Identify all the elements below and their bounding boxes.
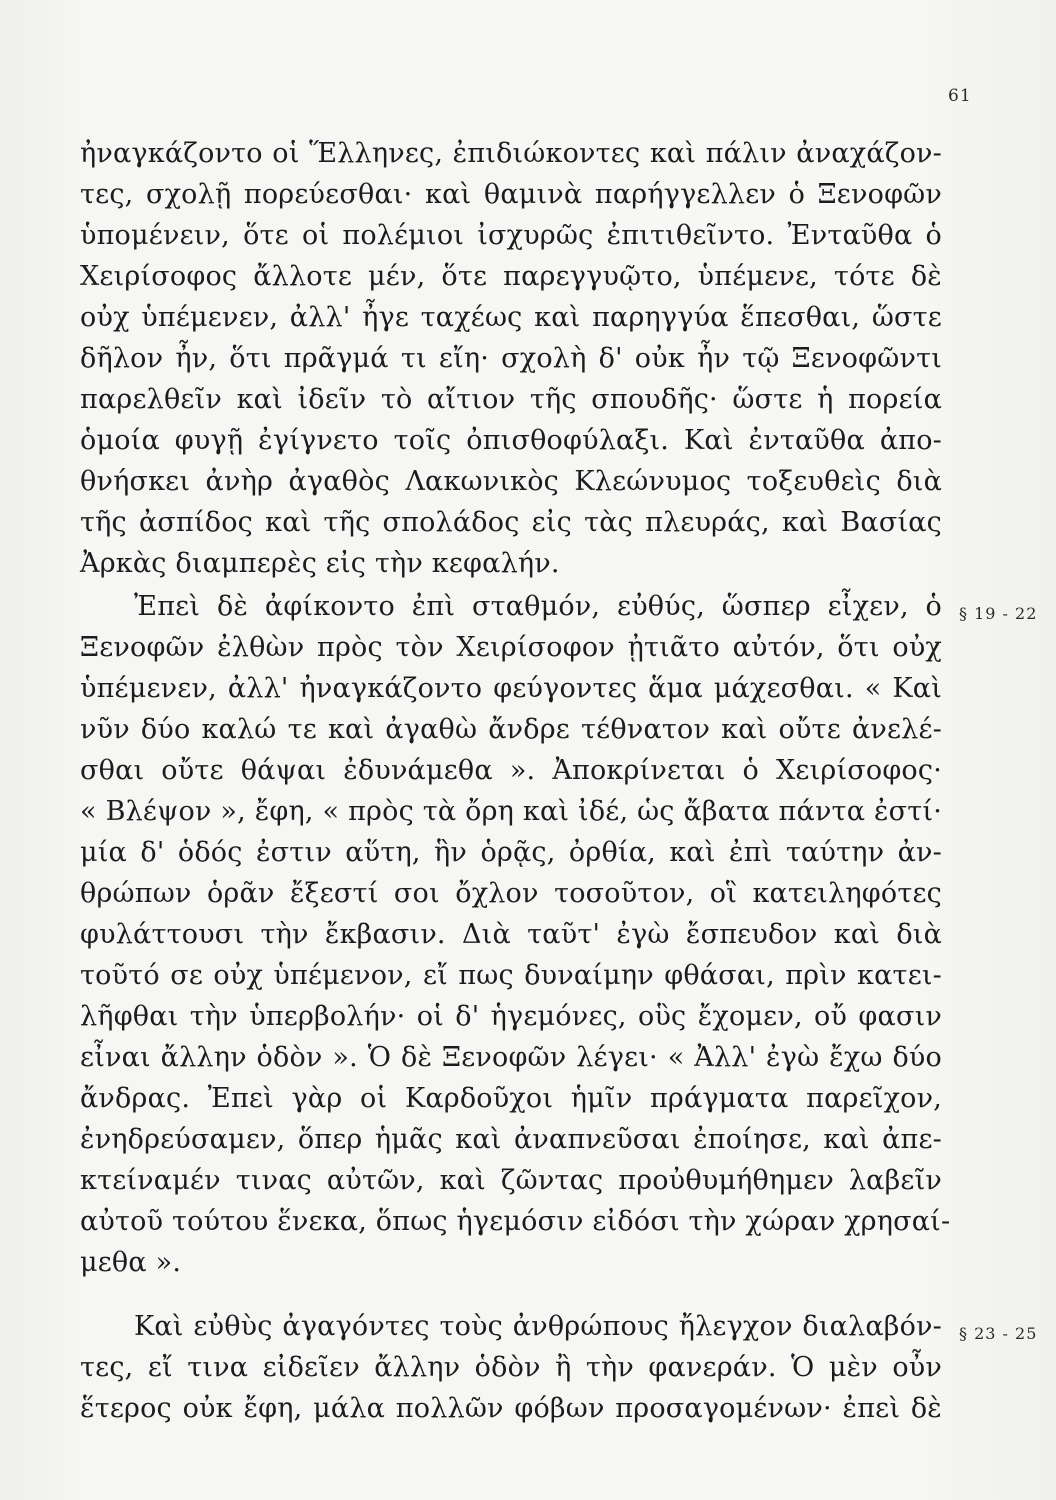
text-line-2: τες, σχολῇ πορεύεσθαι· καὶ θαμινὰ παρήγγελλεν ὁ Ξενοφῶν <box>80 179 942 210</box>
text-line-26: κτείναμέν τινας αὐτῶν, καὶ ζῶντας προὐθυμήθημεν λαβεῖν <box>80 1165 942 1196</box>
margin-note-section-23-25: § 23 - 25 <box>959 1324 1038 1343</box>
text-line-28: μεθα ». <box>80 1247 182 1278</box>
text-line-22: λῆφθαι τὴν ὑπερβολήν· οἱ δ' ἡγεμόνες, οὓς ἔχομεν, οὔ φασιν <box>80 1001 942 1032</box>
text-line-4: Χειρίσοφος ἄλλοτε μέν, ὅτε παρεγγυῷτο, ὑπέμενε, τότε δὲ <box>80 261 942 292</box>
text-line-3: ὑπομένειν, ὅτε οἱ πολέμιοι ἰσχυρῶς ἐπιτιθεῖντο. Ἐνταῦθα ὁ <box>80 220 942 251</box>
text-line-25: ἐνηδρεύσαμεν, ὅπερ ἡμᾶς καὶ ἀναπνεῦσαι ἐποίησε, καὶ ἀπε- <box>80 1124 942 1155</box>
text-line-27: αὐτοῦ τούτου ἕνεκα, ὅπως ἡγεμόσιν εἰδόσι τὴν χώραν χρησαί- <box>80 1206 951 1237</box>
text-line-9: θνήσκει ἀνὴρ ἀγαθὸς Λακωνικὸς Κλεώνυμος τοξευθεὶς διὰ <box>80 466 942 497</box>
margin-note-section-19-22: § 19 - 22 <box>959 604 1038 623</box>
page-number: 61 <box>948 86 972 106</box>
text-line-20: φυλάττουσι τὴν ἔκβασιν. Διὰ ταῦτ' ἐγὼ ἔσπευδον καὶ διὰ <box>80 919 942 950</box>
text-line-31: ἕτερος οὐκ ἔφη, μάλα πολλῶν φόβων προσαγομένων· ἐπεὶ δὲ <box>80 1393 942 1424</box>
text-line-1: ἠναγκάζοντο οἱ Ἕλληνες, ἐπιδιώκοντες καὶ πάλιν ἀναχάζον- <box>80 138 942 169</box>
text-line-10: τῆς ἀσπίδος καὶ τῆς σπολάδος εἰς τὰς πλευράς, καὶ Βασίας <box>80 507 942 538</box>
text-line-11: Ἀρκὰς διαμπερὲς εἰς τὴν κεφαλήν. <box>80 548 560 579</box>
text-line-23: εἶναι ἄλλην ὁδὸν ». Ὁ δὲ Ξενοφῶν λέγει· « Ἀλλ' ἐγὼ ἔχω δύο <box>80 1042 942 1073</box>
text-line-8: ὁμοία φυγῇ ἐγίγνετο τοῖς ὀπισθοφύλαξι. Καὶ ἐνταῦθα ἀπο- <box>80 425 942 456</box>
text-line-13: Ξενοφῶν ἐλθὼν πρὸς τὸν Χειρίσοφον ᾐτιᾶτο αὐτόν, ὅτι οὐχ <box>80 632 942 663</box>
text-line-7: παρελθεῖν καὶ ἰδεῖν τὸ αἴτιον τῆς σπουδῆς· ὥστε ἡ πορεία <box>80 384 942 415</box>
text-line-17: « Βλέψον », ἔφη, « πρὸς τὰ ὄρη καὶ ἰδέ, ὡς ἄβατα πάντα ἐστί· <box>80 796 942 827</box>
text-line-19: θρώπων ὁρᾶν ἔξεστί σοι ὄχλον τοσοῦτον, οἳ κατειληφότες <box>80 878 942 909</box>
text-line-6: δῆλον ἦν, ὅτι πρᾶγμά τι εἴη· σχολὴ δ' οὐκ ἦν τῷ Ξενοφῶντι <box>80 343 942 374</box>
text-line-15: νῦν δύο καλώ τε καὶ ἀγαθὼ ἄνδρε τέθνατον καὶ οὔτε ἀνελέ- <box>80 714 942 745</box>
text-line-21: τοῦτό σε οὐχ ὑπέμενον, εἴ πως δυναίμην φθάσαι, πρὶν κατει- <box>80 960 942 991</box>
text-line-16: σθαι οὔτε θάψαι ἐδυνάμεθα ». Ἀποκρίνεται ὁ Χειρίσοφος· <box>80 755 942 786</box>
text-line-18: μία δ' ὁδός ἐστιν αὕτη, ἣν ὁρᾷς, ὀρθία, καὶ ἐπὶ ταύτην ἀν- <box>80 837 942 868</box>
text-line-5: οὐχ ὑπέμενεν, ἀλλ' ἦγε ταχέως καὶ παρηγγύα ἕπεσθαι, ὥστε <box>80 302 942 333</box>
text-line-14: ὑπέμενεν, ἀλλ' ἠναγκάζοντο φεύγοντες ἅμα μάχεσθαι. « Καὶ <box>80 673 942 704</box>
text-line-12: Ἐπεὶ δὲ ἀφίκοντο ἐπὶ σταθμόν, εὐθύς, ὥσπερ εἶχεν, ὁ <box>134 591 942 622</box>
text-line-24: ἄνδρας. Ἐπεὶ γὰρ οἱ Καρδοῦχοι ἡμῖν πράγματα παρεῖχον, <box>80 1083 942 1114</box>
text-line-29: Καὶ εὐθὺς ἀγαγόντες τοὺς ἀνθρώπους ἤλεγχον διαλαβόν- <box>134 1311 942 1342</box>
text-line-30: τες, εἴ τινα εἰδεῖεν ἄλλην ὁδὸν ἢ τὴν φανεράν. Ὁ μὲν οὖν <box>80 1352 942 1383</box>
